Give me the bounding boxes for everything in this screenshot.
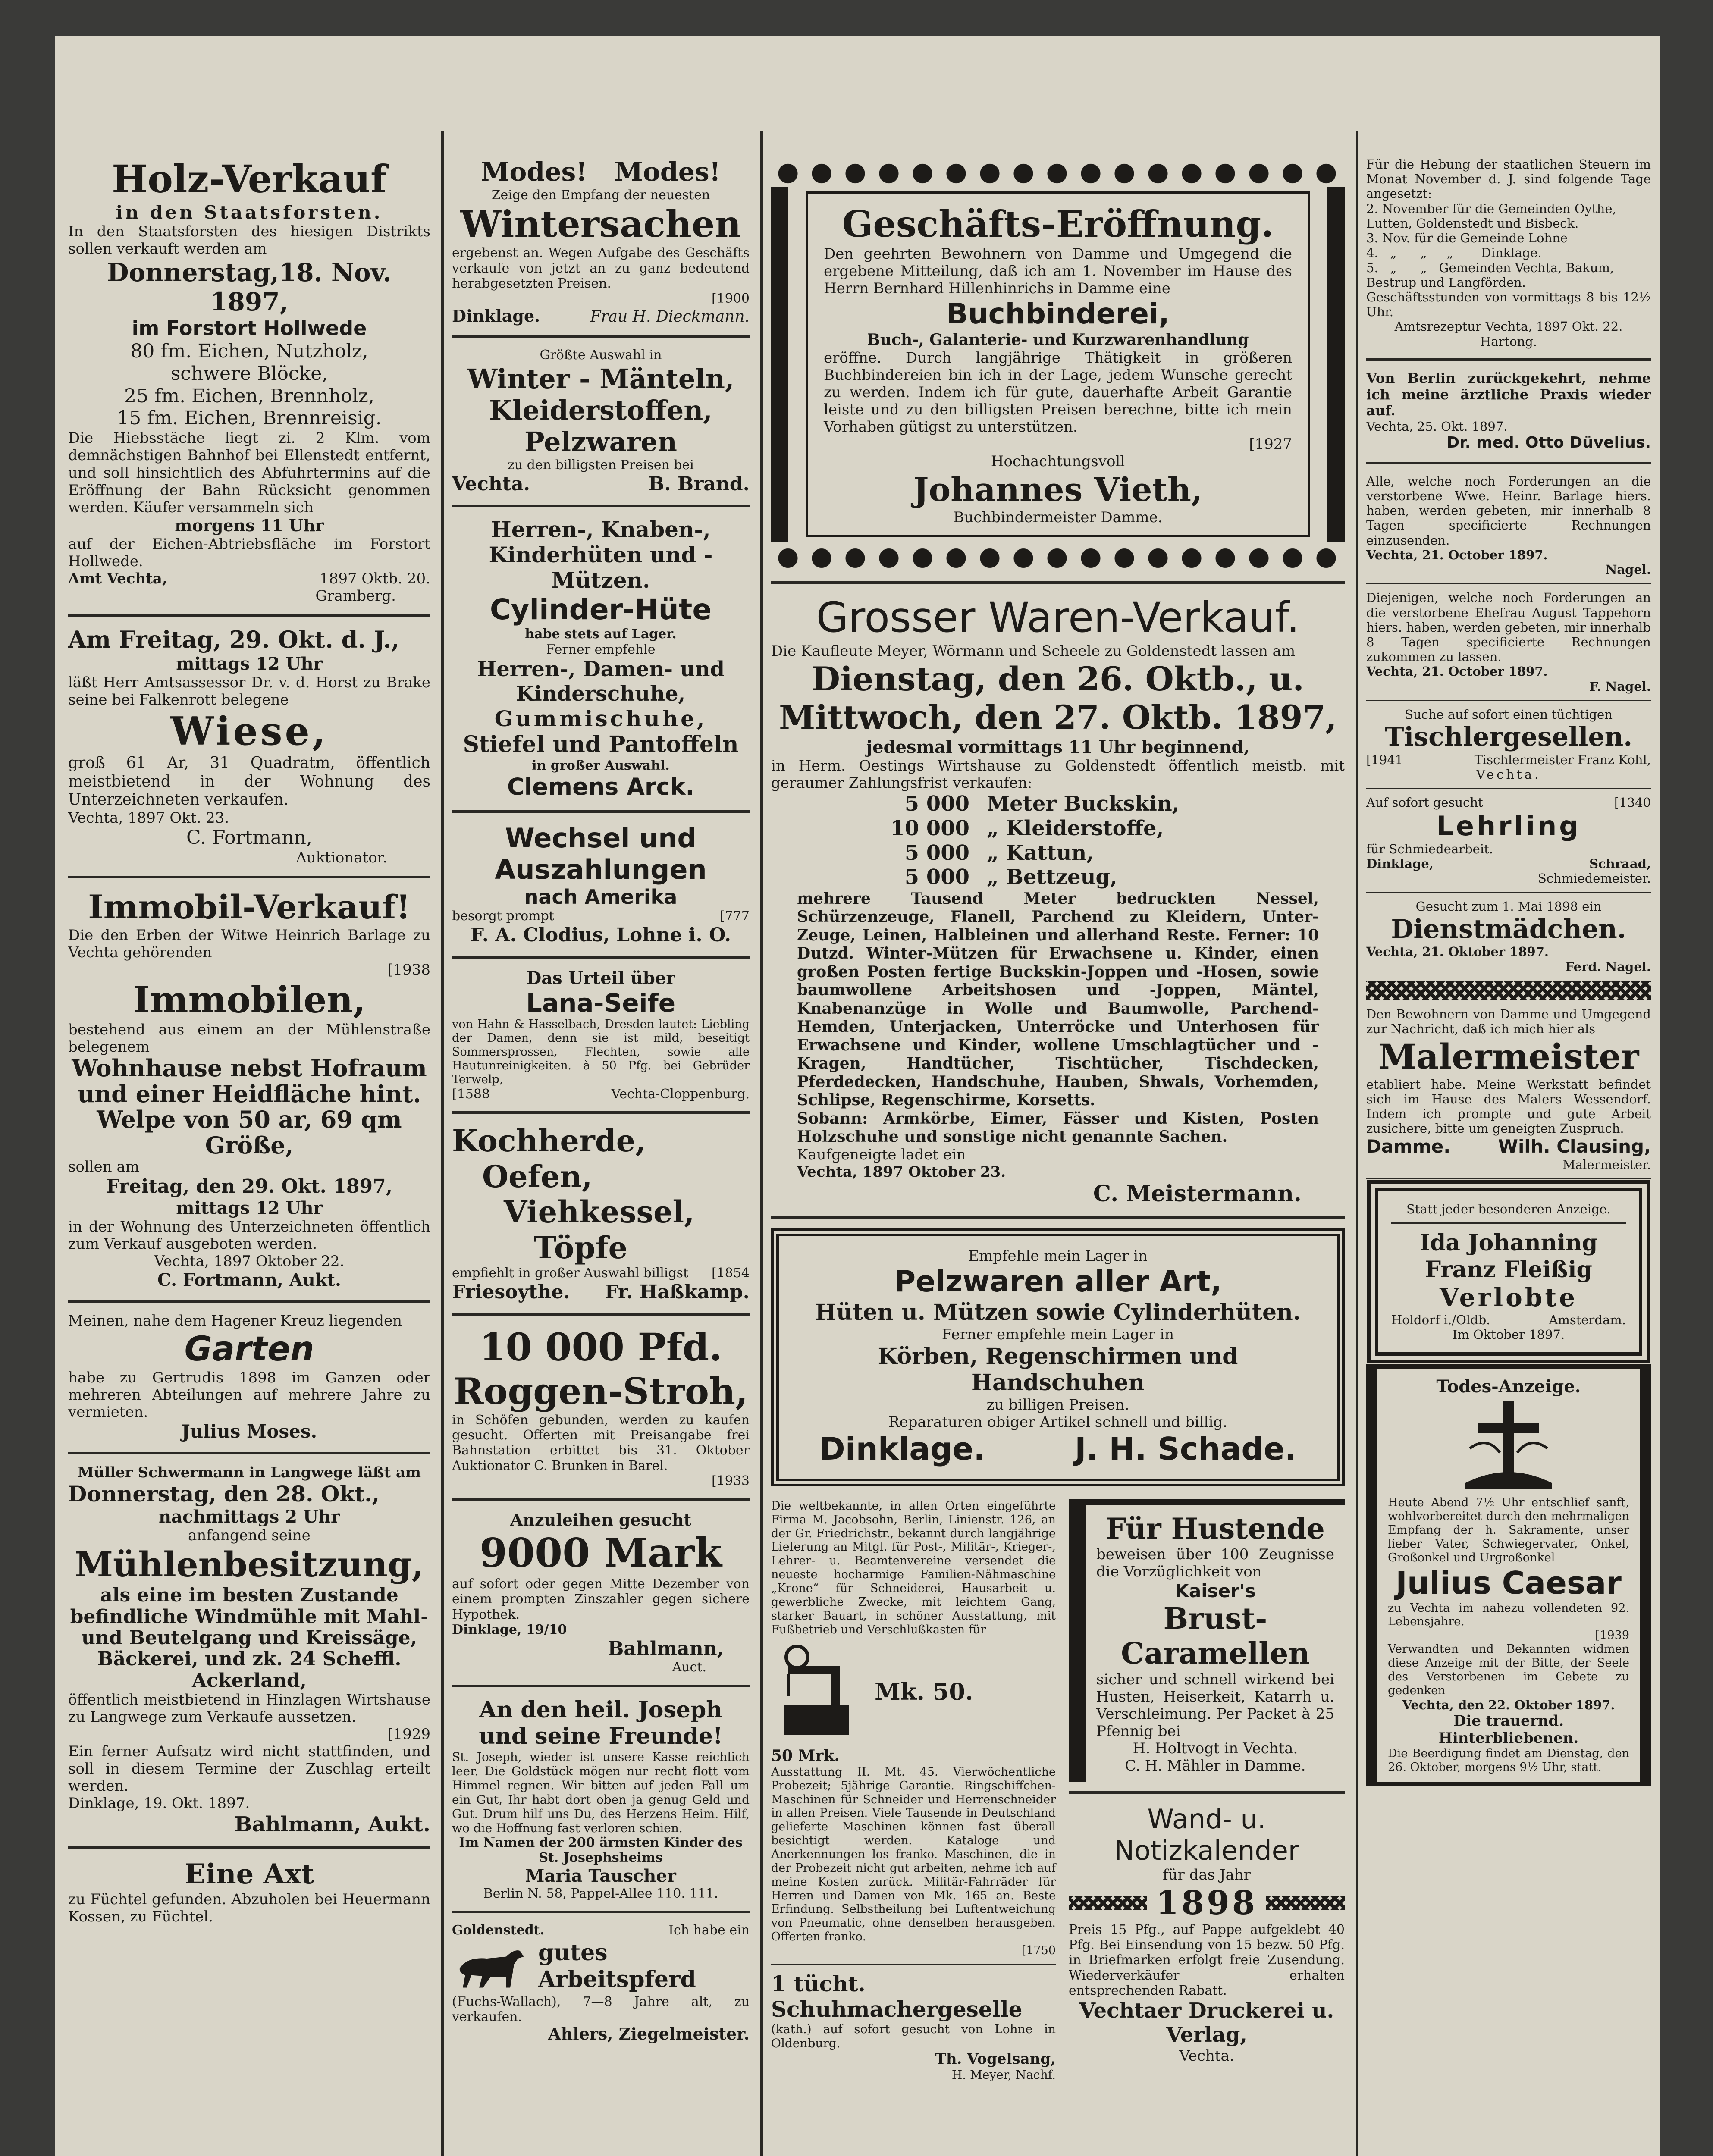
holz-subtitle: in den Staatsforsten. xyxy=(116,201,383,223)
maler-body2: etabliert habe. Meine Werkstatt befindet sich im Hause des Malers Wessendorf. Indem ich prompte und gute Arbeit zusichere, bitte um geneigten Zuspruch. xyxy=(1366,1077,1651,1136)
warenverkauf-ad xyxy=(771,593,1345,1207)
wechsel-ad xyxy=(452,822,750,946)
dienst-title: Dienstmädchen. xyxy=(1391,914,1626,944)
kalender-title: Wand- u. Notizkalender xyxy=(1114,1803,1299,1866)
kalender-fuer: für das Jahr xyxy=(1163,1866,1251,1883)
husten-body2: sicher und schnell wirkend bei Husten, Heiserkeit, Katarrh u. Verschleimung. Per Packet à 25 Pfennig bei xyxy=(1096,1670,1334,1740)
lehrling-title: Lehrling xyxy=(1436,810,1581,842)
column-1 xyxy=(68,122,430,2156)
maler-title: Malermeister xyxy=(1378,1036,1639,1077)
newspaper-page xyxy=(55,36,1660,2156)
wiese-intro: läßt Herr Amtsassessor Dr. v. d. Horst zu Brake seine bei Falkenrott belegene xyxy=(68,674,430,709)
wintersachen-body: ergebenst an. Wegen Aufgabe des Geschäfts verkaufe von jetzt an zu ganz bedeutend herabgesetzten Preisen. xyxy=(452,245,750,291)
muehlen-signature: Bahlmann, Aukt. xyxy=(234,1812,430,1836)
pelzwaren-line: Pelzwaren xyxy=(524,426,677,458)
koch-signature: Fr. Haßkamp. xyxy=(605,1281,750,1303)
steuern-signature: Hartong. xyxy=(1480,334,1537,349)
anleihe-body: auf sofort oder gegen Mitte Dezember von einem prompten Zinszahler gegen sichere Hypothek. xyxy=(452,1576,750,1622)
muehlen-ad xyxy=(68,1464,430,1837)
pelzwaren-subtitle: Hüten u. Mützen sowie Cylinderhüten. xyxy=(815,1299,1301,1326)
column-rule xyxy=(1356,131,1358,2156)
tod-title: Todes-Anzeige. xyxy=(1436,1376,1581,1397)
berlin-body: Von Berlin zurückgekehrt, nehme ich meine ärztliche Praxis wieder auf. xyxy=(1366,370,1651,419)
holz-meeting: auf der Eichen-Abtriebsfläche im Forstort Hollwede. xyxy=(68,535,430,570)
wiese-place: Vechta, 1897 Okt. 23. xyxy=(68,809,229,827)
verlobung-ad xyxy=(1375,1188,1642,1356)
husten-title: Für Hustende xyxy=(1106,1511,1325,1545)
tod-date: Vechta, den 22. Oktober 1897. xyxy=(1402,1697,1615,1712)
barlage-date: Vechta, 21. October 1897. xyxy=(1366,547,1548,562)
barlage-ad xyxy=(1366,474,1651,577)
husten-ad xyxy=(1069,1499,1345,1782)
sewing-machine-icon xyxy=(771,1640,866,1743)
column-rule xyxy=(441,131,444,2156)
right-subcolumn xyxy=(1069,1499,1345,2082)
eroeffnung-body: Den geehrten Bewohnern von Damme und Umgegend die ergebene Mitteilung, daß ich am 1. November im Hause des Herrn Bernhard Hillenhinrichs in Damme eine xyxy=(824,245,1292,298)
maentel-place: Vechta. xyxy=(452,473,530,495)
lanaseife-ad xyxy=(452,968,750,1102)
kalender-year: 1898 xyxy=(1156,1883,1258,1922)
steuern-item: 2. November für die Gemeinden Oythe, Lutten, Goldenstedt und Bisbeck. xyxy=(1366,201,1616,231)
lehrling-place: Dinklage, xyxy=(1366,856,1434,871)
lehrling-signature2: Schmiedemeister. xyxy=(1538,871,1651,886)
wechsel-line3: nach Amerika xyxy=(524,885,678,909)
joseph-namen: Im Namen der 200 ärmsten Kinder des St. Josephsheims xyxy=(459,1835,743,1866)
wiese-ad xyxy=(68,626,430,866)
tod-signature: Die trauernd. Hinterbliebenen. xyxy=(1438,1712,1579,1747)
holz-amt: Amt Vechta, xyxy=(68,570,167,587)
waren-qty: 5 000 xyxy=(904,840,969,865)
berlin-date: Vechta, 25. Okt. 1897. xyxy=(1366,419,1508,434)
maentel-intro: Größte Auswahl in xyxy=(540,348,662,363)
kalender-ad xyxy=(1069,1803,1345,2065)
holz-item: schwere Blöcke, xyxy=(170,362,328,385)
pelzwaren-price: zu billigen Preisen. xyxy=(986,1396,1129,1413)
wechsel-number: [777 xyxy=(720,909,750,924)
lehrling-body: für Schmiedearbeit. xyxy=(1366,841,1493,856)
cross-icon xyxy=(1453,1397,1565,1496)
husten-product: Brust-Caramellen xyxy=(1121,1601,1310,1671)
garten-ad xyxy=(68,1312,430,1442)
naeh-price: Mk. 50. xyxy=(875,1677,973,1705)
holz-amt-date: 1897 Oktb. 20. xyxy=(320,570,430,587)
wiese-signature-title: Auktionator. xyxy=(296,849,387,866)
koch-line3: Viehkessel, xyxy=(504,1194,695,1230)
tod-body: Heute Abend 7½ Uhr entschlief sanft, wohlvorbereitet durch den mehrmaligen Empfang der h. Sakramente, unser lieber Vater, Schwiegervater, Onkel, Großonkel und Urgroßonkel xyxy=(1388,1496,1629,1564)
husten-kaisers: Kaiser's xyxy=(1175,1580,1256,1601)
modes-intro: Zeige den Empfang der neuesten xyxy=(491,187,710,203)
eroeffnung-number: [1927 xyxy=(1249,436,1292,453)
pelzwaren-signature: J. H. Schade. xyxy=(1075,1430,1296,1467)
waren-item: „ Kleiderstoffe, xyxy=(987,816,1164,841)
anleihe-ad xyxy=(452,1510,750,1675)
steuern-amt: Amtsrezeptur Vechta, 1897 Okt. 22. xyxy=(1394,319,1623,334)
maentel-ad xyxy=(452,348,750,495)
cylinder-ferner: Ferner empfehle xyxy=(546,642,656,657)
muehlen-number: [1929 xyxy=(387,1725,430,1743)
lana-title: Lana-Seife xyxy=(526,988,676,1018)
waren-kauf: Kaufgeneigte ladet ein xyxy=(797,1146,966,1163)
pelzwaren-title: Pelzwaren aller Art, xyxy=(894,1265,1222,1299)
dienst-intro: Gesucht zum 1. Mai 1898 ein xyxy=(1415,899,1602,914)
schuhmacher-title: 1 tücht. Schuhmachergeselle xyxy=(771,1971,1023,2022)
holz-intro: In den Staatsforsten des hiesigen Distrikts sollen verkauft werden am xyxy=(68,223,430,258)
waren-qty: 5 000 xyxy=(904,792,969,816)
holz-place: im Forstort Hollwede xyxy=(132,317,367,340)
lehrling-ad xyxy=(1366,795,1651,886)
lehrling-intro: Auf sofort gesucht xyxy=(1366,795,1483,810)
koch-line1: Kochherde, xyxy=(452,1123,646,1159)
maler-body: Den Bewohnern von Damme und Umgegend zur Nachricht, daß ich mich hier als xyxy=(1366,1006,1651,1036)
maler-ad xyxy=(1366,1007,1651,1172)
pferd-place: Goldenstedt. xyxy=(452,1923,545,1938)
holz-item: 25 fm. Eichen, Brennholz, xyxy=(124,385,374,407)
koch-place: Friesoythe. xyxy=(452,1281,570,1303)
immobil-intro: Die den Erben der Witwe Heinrich Barlage zu Vechta gehörenden xyxy=(68,926,430,961)
barlage-signature: Nagel. xyxy=(1605,562,1651,577)
naeh-badge: 50 Mrk. xyxy=(771,1747,840,1765)
arck-auswahl: in großer Auswahl. xyxy=(532,758,670,773)
steuern-intro: Für die Hebung der staatlichen Steuern im Monat November d. J. sind folgende Tage angesetzt: xyxy=(1366,157,1651,201)
cylinder-lager: habe stets auf Lager. xyxy=(525,627,677,642)
arck-ad xyxy=(452,517,750,800)
waren-body: mehrere Tausend Meter bedruckten Nessel, Schürzenzeuge, Flanell, Parchend zu Kleidern, Unter-Zeuge, Leinen, Halbleinen und allerhand Reste. Ferner: 10 Dutzd. Winter-Mützen für Erwachsene u. Kinder, einen großen Posten fertige Buckskin-Joppen und -Hosen, sowie baumwollene Arbeitshosen und -Joppen, Mäntel, Knabenanzüge in Wolle und Baumwolle, Parchend-Hemden, Unterjacken, Unterröcke und Unterhosen für Erwachsene und Kinder, wollene Umschlagtücher und -Kragen, Handtücher, Tischtücher, Tischdecken, Pferdedecken, Handschuhe, Hauben, Shwals, Vorhemden, Schlipse, Regenschirme, Korsetts. xyxy=(797,889,1319,1109)
muehlen-time: nachmittags 2 Uhr xyxy=(158,1506,340,1527)
holz-date: Donnerstag,18. Nov. 1897, xyxy=(107,257,392,317)
anleihe-amount: 9000 Mark xyxy=(480,1529,722,1576)
steuern-item: 4. „ „ „ Dinklage. xyxy=(1366,245,1542,260)
muehlen-body2: Ein ferner Aufsatz wird nicht stattfinden, und soll in diesem Termine der Zuschlag erteilt werden. xyxy=(68,1743,430,1795)
immobil-date: Freitag, den 29. Okt. 1897, xyxy=(106,1175,393,1198)
husten-seller2: C. H. Mähler in Damme. xyxy=(1125,1757,1306,1775)
koch-number: [1854 xyxy=(711,1266,750,1281)
roggen-number: [1933 xyxy=(711,1473,750,1489)
muehlen-date: Donnerstag, den 28. Okt., xyxy=(68,1481,380,1507)
column-4 xyxy=(1366,122,1651,2156)
schuhmacher-signature2: H. Meyer, Nachf. xyxy=(951,2068,1056,2082)
muehlen-place: Dinklage, 19. Okt. 1897. xyxy=(68,1795,250,1812)
garten-title: Garten xyxy=(184,1329,314,1369)
joseph-address: Berlin N. 58, Pappel-Allee 110. 111. xyxy=(483,1886,718,1901)
clodius-signature: F. A. Clodius, Lohne i. O. xyxy=(470,924,731,946)
verlobung-intro: Statt jeder besonderen Anzeige. xyxy=(1406,1202,1611,1217)
lana-number: [1588 xyxy=(452,1086,490,1102)
roggenstroh-ad xyxy=(452,1325,750,1489)
immobil-time: mittags 12 Uhr xyxy=(176,1197,323,1218)
verlobung-place1: Holdorf i./Oldb. xyxy=(1391,1312,1490,1327)
waren-item: „ Bettzeug, xyxy=(987,865,1117,890)
tod-body3: Verwandten und Bekannten widmen diese Anzeige mit der Bitte, der Seele des Verstorbenen im Gebete zu gedenken xyxy=(1388,1642,1629,1697)
garten-signature: Julius Moses. xyxy=(181,1421,317,1442)
roggen-body: in Schöfen gebunden, werden zu kaufen gesucht. Offerten mit Preisangabe frei Bahnstation erbittet bis 31. Oktober Auktionator C. Brunken in Barel. xyxy=(452,1412,750,1473)
kalender-body: Preis 15 Pfg., auf Pappe aufgeklebt 40 Pfg. Bei Einsendung von 15 bezw. 50 Pfg. in Briefmarken erfolgt freie Zusendung. Wiederverkäufer erhalten entsprechenden Rabatt. xyxy=(1069,1922,1345,1999)
immobil-place: Vechta, 1897 Oktober 22. xyxy=(154,1253,345,1270)
naeh-body: Die weltbekannte, in allen Orten eingeführte Firma M. Jacobsohn, Berlin, Linienstr. 126, an der Gr. Friedrichstr., bekannt durch langjährige Lieferung an Mitgl. für Post-, Militär-, Krieger-, Lehrer- u. Beamtenvereine versendet die neueste hocharmige Familien-Nähmaschine „Krone“ für Schneiderei, Hausarbeit u. gewerbliche Zwecke, mit leichtem Gang, starker Bauart, in schöner Ausstattung, mit Fußbetrieb und Verschlußkasten für xyxy=(771,1499,1056,1636)
stiefel-line: Stiefel und Pantoffeln xyxy=(463,731,739,758)
muehlen-anfangend: anfangend seine xyxy=(188,1526,311,1544)
axt-title: Eine Axt xyxy=(185,1858,314,1891)
tischler-signature: Tischlermeister Franz Kohl, xyxy=(1474,752,1651,767)
maler-signature2: Malermeister. xyxy=(1562,1157,1651,1172)
waren-item: „ Kattun, xyxy=(987,840,1094,865)
garten-intro: Meinen, nahe dem Hagener Kreuz liegenden xyxy=(68,1312,402,1329)
modes-ad xyxy=(452,157,750,326)
maler-signature: Wilh. Clausing, xyxy=(1498,1136,1651,1157)
naeh-body2: Ausstattung II. Mt. 45. Vierwöchentliche Probezeit; 5jährige Garantie. Ringschiffchen-Maschinen für Schneider und Herrenschneider in allen Preisen. Viele Tausende in Deutschland gelieferte Maschinen können fast überall besichtigt werden. Kataloge und Anerkennungen los franko. Maschinen, die in der Probezeit nicht gut arbeiten, nehme ich auf meine Kosten zurück. Militär-Fahrräder für Herren und Damen von Mk. 165 an. Beste Erfindung. Selbstheilung bei Luftentweichung von Pneumatic, ohne denselben herausgeben. Offerten franko. xyxy=(771,1765,1056,1944)
modes-title: Modes! Modes! xyxy=(480,157,721,187)
pferd-intro: Ich habe ein xyxy=(668,1923,750,1938)
eroeffnung-greeting: Hochachtungsvoll xyxy=(991,453,1125,470)
kochherde-ad xyxy=(452,1123,750,1304)
immobil-title: Immobil-Verkauf! xyxy=(88,888,411,927)
waren-items xyxy=(771,792,1345,890)
barlage-body: Alle, welche noch Forderungen an die verstorbene Wwe. Heinr. Barlage hiers. haben, werden gebeten, mir innerhalb 8 Tagen specificierte Rechnungen einzusenden. xyxy=(1366,473,1651,548)
lana-place: Vechta-Cloppenburg. xyxy=(611,1086,750,1102)
muehlen-body: öffentlich meistbietend in Hinzlagen Wirtshause zu Langwege zum Verkaufe aussetzen. xyxy=(68,1691,430,1726)
naehmaschine-ad xyxy=(771,1499,1056,2082)
pelzwaren-intro: Empfehle mein Lager in xyxy=(968,1247,1148,1265)
holz-verkauf-ad xyxy=(68,157,430,605)
column-3 xyxy=(771,122,1345,2156)
holz-item: 80 fm. Eichen, Nutzholz, xyxy=(130,340,368,362)
berlin-ad xyxy=(1366,370,1651,452)
kalender-ornament xyxy=(1069,1896,1147,1910)
decorative-border xyxy=(771,157,1345,187)
waren-place: in Herm. Oestings Wirtshause zu Goldenstedt öffentlich meistb. mit geraumer Zahlungsfrist verkaufen: xyxy=(771,757,1345,792)
immobil-sollen: sollen am xyxy=(68,1158,140,1175)
gummischuhe-line: Gummischuhe, xyxy=(494,706,707,732)
muehlen-intro: Müller Schwermann in Langwege läßt am xyxy=(77,1463,421,1481)
kalender-signature: Vechtaer Druckerei u. Verlag, xyxy=(1079,1998,1334,2047)
tischler-place: Vechta. xyxy=(1476,767,1541,782)
husten-body: beweisen über 100 Zeugnisse die Vorzüglichkeit von xyxy=(1096,1545,1334,1580)
steuern-time: Geschäftsstunden von vormittags 8 bis 12½ Uhr. xyxy=(1366,289,1651,320)
kalender-ornament xyxy=(1266,1896,1345,1910)
tappehorn-signature: F. Nagel. xyxy=(1589,679,1651,694)
schuhe-line: Herren-, Damen- und Kinderschuhe, xyxy=(477,657,725,706)
tappehorn-date: Vechta, 21. October 1897. xyxy=(1366,664,1548,679)
waren-date2: Mittwoch, den 27. Oktb. 1897, xyxy=(779,698,1337,737)
immobil-ad xyxy=(68,888,430,1291)
herrenhueten-line: Herren-, Knaben-, Kinderhüten und -Mützen. xyxy=(489,517,713,593)
tappehorn-ad xyxy=(1366,590,1651,694)
verlobung-place2: Amsterdam. xyxy=(1549,1312,1626,1327)
wiese-signature: C. Fortmann, xyxy=(186,827,312,849)
verlobung-date: Im Oktober 1897. xyxy=(1452,1327,1565,1342)
tappehorn-body: Diejenigen, welche noch Forderungen an die verstorbene Ehefrau August Tappehorn hiers. haben, werden gebeten, mir innerhalb 8 Tagen specificierte Rechnungen zukommen zu lassen. xyxy=(1366,590,1651,664)
roggen-amount: 10 000 Pfd. xyxy=(479,1324,722,1369)
roggen-title: Roggen-Stroh, xyxy=(453,1369,748,1413)
tischler-title: Tischlergesellen. xyxy=(1384,722,1633,752)
joseph-body: St. Joseph, wieder ist unsere Kasse reichlich leer. Die Goldstück mögen nur recht flott vom Himmel regnen. Wir bitten auf jeden Fall um ein Gut, Ihr habt dort oben ja genug Geld und Gut. Drum hilf uns Du, des Herzens Heim. Hilf, wo die Hoffnung fast verloren schien. xyxy=(452,1749,750,1835)
steuern-item: 5. „ „ Gemeinden Vechta, Bakum, Bestrup und Langförden. xyxy=(1366,260,1618,290)
muehlen-title: Mühlenbesitzung, xyxy=(75,1544,424,1585)
lehrling-signature: Schraad, xyxy=(1589,856,1651,871)
axt-body: zu Füchtel gefunden. Abzuholen bei Heuermann Kossen, zu Füchtel. xyxy=(68,1890,430,1925)
naeh-number: [1750 xyxy=(1021,1944,1056,1958)
kalender-place: Vechta. xyxy=(1179,2047,1234,2065)
vieth-signature: Johannes Vieth, xyxy=(913,470,1203,509)
decorative-border xyxy=(771,542,1345,572)
buchbinderei-subtitle: Buch-, Galanterie- und Kurzwarenhandlung xyxy=(867,331,1249,349)
wechsel-line4: besorgt prompt xyxy=(452,909,554,924)
decorative-border xyxy=(1366,981,1651,1000)
schuhmacher-signature: Th. Vogelsang, xyxy=(935,2050,1056,2068)
horse-icon xyxy=(452,1938,530,1994)
immobil-signature: C. Fortmann, Aukt. xyxy=(157,1270,341,1291)
koch-body: empfiehlt in großer Auswahl billigst xyxy=(452,1266,689,1281)
immobil-number: [1938 xyxy=(387,961,430,978)
immobil-body: bestehend aus einem an der Mühlenstraße belegenem xyxy=(68,1021,430,1056)
verlobung-name1: Ida Johanning xyxy=(1419,1230,1598,1257)
holz-title: Holz-Verkauf xyxy=(112,157,387,201)
immobil-object: Wohnhause nebst Hofraum und einer Heidfläche hint. Welpe von 50 ar, 69 qm Größe, xyxy=(72,1054,427,1159)
joseph-title2: und seine Freunde! xyxy=(479,1723,723,1750)
verlobung-title: Verlobte xyxy=(1439,1283,1578,1313)
wintersachen-title: Wintersachen xyxy=(460,203,741,246)
waren-title: Grosser Waren-Verkauf. xyxy=(816,593,1300,642)
tod-body2: zu Vechta im nahezu vollendeten 92. Lebensjahre. xyxy=(1388,1601,1629,1629)
anleihe-signature: Bahlmann, xyxy=(608,1637,724,1660)
pferd-body: (Fuchs-Wallach), 7—8 Jahre alt, zu verkaufen. xyxy=(452,1994,750,2024)
column-2 xyxy=(452,122,750,2156)
waren-intro: Die Kaufleute Meyer, Wörmann und Scheele zu Goldenstedt lassen am xyxy=(771,642,1296,660)
wechsel-line2: Auszahlungen xyxy=(495,854,707,886)
joseph-signature: Maria Tauscher xyxy=(525,1865,676,1886)
pferd-title: gutes Arbeitspferd xyxy=(538,1940,696,1993)
holz-item: 15 fm. Eichen, Brennreisig. xyxy=(117,407,382,429)
anleihe-place: Dinklage, 19/10 xyxy=(452,1622,567,1638)
tischler-intro: Suche auf sofort einen tüchtigen xyxy=(1405,707,1613,722)
waren-date1: Dienstag, den 26. Oktb., u. xyxy=(812,659,1304,698)
wiese-title: Wiese, xyxy=(170,708,329,755)
buchbinderei-title: Buchbinderei, xyxy=(946,297,1170,331)
todesanzeige xyxy=(1366,1364,1651,1786)
pelzwaren-ferner: Ferner empfehle mein Lager in xyxy=(941,1326,1174,1343)
steuern-item: 3. Nov. für die Gemeinde Lohne xyxy=(1366,231,1568,246)
waren-qty: 5 000 xyxy=(904,865,969,890)
tod-name: Julius Caesar xyxy=(1396,1564,1622,1601)
wiese-body: groß 61 Ar, 31 Quadratm, öffentlich meistbietend in der Wohnung des Unterzeichneten verkaufen. xyxy=(68,754,430,809)
eroeffnung-title: Geschäfts-Eröffnung. xyxy=(842,203,1274,245)
dienst-date: Vechta, 21. Oktober 1897. xyxy=(1366,944,1549,959)
dienst-ad xyxy=(1366,899,1651,974)
maentel-signature: B. Brand. xyxy=(648,473,750,495)
lehrling-number: [1340 xyxy=(1614,795,1651,810)
pelzwaren-koerbe: Körben, Regenschirmen und Handschuhen xyxy=(878,1343,1238,1396)
axt-ad xyxy=(68,1858,430,1925)
eroeffnung-body2: eröffne. Durch langjährige Thätigkeit in größeren Buchbindereien bin ich in der Lage, jedem Wunsche gerecht zu werden. Indem ich für gute, dauerhafte Arbeit Garantie leiste und zu den billigsten Preisen berechne, bitte ich mein Vorhaben gütigst zu unterstützen. xyxy=(824,349,1292,436)
waren-time: jedesmal vormittags 11 Uhr beginnend, xyxy=(866,737,1250,758)
maler-place: Damme. xyxy=(1366,1136,1451,1157)
tischler-ad xyxy=(1366,707,1651,782)
tod-body4: Die Beerdigung findet am Dienstag, den 26. Oktober, morgens 9½ Uhr, statt. xyxy=(1388,1746,1629,1774)
verlobung-name2: Franz Fleißig xyxy=(1425,1256,1592,1283)
lana-urteil: Das Urteil über xyxy=(526,968,675,988)
holz-body: Die Hiebsstäche liegt zi. 2 Klm. vom demnächstigen Bahnhof bei Ellenstedt entfernt, und soll hinsichtlich des Abfuhrtermins auf die Eröffnung der Bahn Rücksicht genommen werden. Käufer versammeln sich xyxy=(68,429,430,516)
column-rule xyxy=(760,131,763,2156)
wechsel-line1: Wechsel und xyxy=(505,822,696,854)
waren-signature: C. Meistermann. xyxy=(1093,1180,1302,1207)
tischler-number: [1941 xyxy=(1366,752,1403,767)
pferd-ad xyxy=(452,1923,750,2044)
holz-signature: Gramberg. xyxy=(315,587,396,605)
wiese-date: Am Freitag, 29. Okt. d. J., xyxy=(68,626,399,654)
wiese-time: mittags 12 Uhr xyxy=(176,653,323,674)
holz-time: morgens 11 Uhr xyxy=(175,515,324,535)
berlin-signature: Dr. med. Otto Düvelius. xyxy=(1446,434,1651,452)
pferd-signature: Ahlers, Ziegelmeister. xyxy=(548,2024,750,2044)
wintersachen-number: [1900 xyxy=(711,291,750,307)
immobilien-title: Immobilen, xyxy=(133,978,366,1022)
immobil-body2: in der Wohnung des Unterzeichneten öffentlich zum Verkauf ausgeboten werden. xyxy=(68,1218,430,1253)
waren-location: Vechta, 1897 Oktober 23. xyxy=(797,1163,1006,1181)
waren-item: Meter Buckskin, xyxy=(987,792,1180,816)
tod-number: [1939 xyxy=(1595,1629,1629,1642)
husten-seller1: H. Holtvogt in Vechta. xyxy=(1133,1740,1298,1758)
lana-body: von Hahn & Hasselbach, Dresden lautet: Liebling der Damen, denn sie ist mild, beseitigt Sommersprossen, Flechten, sowie alle Hautunreinigkeiten. à 50 Pfg. bei Gebrüder Terwelp, xyxy=(452,1018,750,1086)
kleiderstoffe-line: Kleiderstoffen, xyxy=(489,394,712,426)
wintersachen-place: Dinklage. xyxy=(452,306,540,326)
muehlen-object: als eine im besten Zustande befindliche Windmühle mit Mahl- und Beutelgang und Kreissäge, Bäckerei, und zk. 24 Scheffl. Ackerland, xyxy=(70,1584,429,1692)
dienst-signature: Ferd. Nagel. xyxy=(1565,959,1651,974)
pelzwaren-place: Dinklage. xyxy=(819,1430,985,1467)
joseph-ad xyxy=(452,1697,750,1901)
eroeffnung-ad xyxy=(771,157,1345,572)
waren-qty: 10 000 xyxy=(890,816,969,841)
schuhmacher-body: (kath.) auf sofort gesucht von Lohne in Oldenburg. xyxy=(771,2021,1056,2050)
garten-body: habe zu Gertrudis 1898 im Ganzen oder mehreren Abteilungen auf mehrere Jahre zu vermieten. xyxy=(68,1369,430,1421)
koch-line2: Oefen, xyxy=(482,1158,593,1194)
maentel-line: Winter - Mänteln, xyxy=(467,363,734,395)
steuern-ad xyxy=(1366,157,1651,349)
pelzwaren-reparatur: Reparaturen obiger Artikel schnell und billig. xyxy=(888,1413,1227,1431)
anleihe-signature-title: Auct. xyxy=(672,1660,706,1675)
joseph-title1: An den heil. Joseph xyxy=(479,1696,723,1723)
vieth-subtitle: Buchbindermeister Damme. xyxy=(953,509,1163,526)
wintersachen-signature: Frau H. Dieckmann. xyxy=(590,307,750,326)
arck-signature: Clemens Arck. xyxy=(507,773,694,801)
pelzwaren-ad xyxy=(771,1228,1345,1486)
waren-sobann: Sobann: Armkörbe, Eimer, Fässer und Kisten, Posten Holzschuhe und sonstige nicht genannte Sachen. xyxy=(797,1109,1319,1146)
cylinder-title: Cylinder-Hüte xyxy=(489,593,712,627)
koch-line4: Töpfe xyxy=(534,1229,628,1266)
maentel-price: zu den billigsten Preisen bei xyxy=(508,458,694,473)
anleihe-intro: Anzuleihen gesucht xyxy=(510,1510,692,1529)
